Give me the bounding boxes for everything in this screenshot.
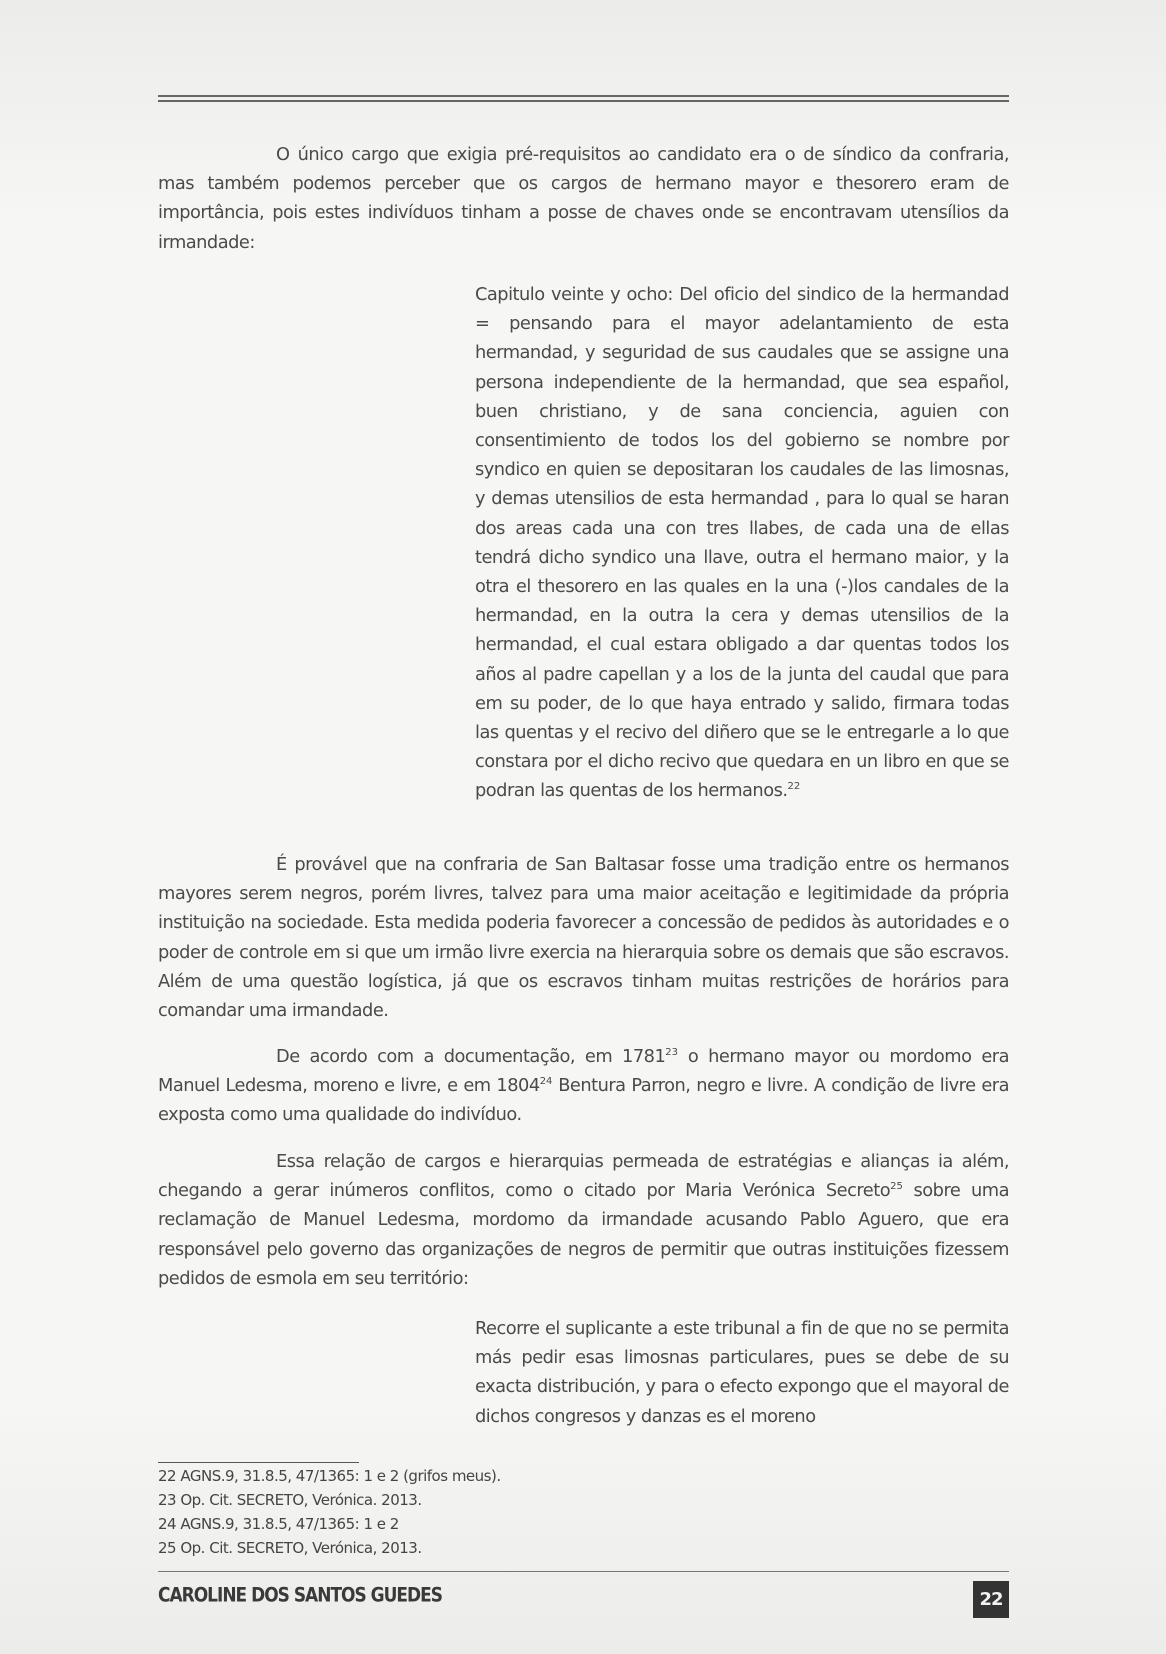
paragraph-2 (158, 850, 1009, 1025)
paragraph-3-text-b: o hermano mayor ou mordomo era Manuel Ledesma, moreno e livre, e em 1804 (158, 1046, 1009, 1097)
footer-author: CAROLINE DOS SANTOS GUEDES (158, 1584, 442, 1607)
header-rule-bottom (158, 100, 1009, 102)
block-quote-1-text: Capitulo veinte y ocho: Del oficio del sindico de la hermandad = pensando para el mayor adelantamiento de esta hermandad, y seguridad de sus caudales que se assigne una persona independiente de la hermandad, que sea español, buen christiano, y de sana conciencia, aguien con consentimiento de todos los del gobierno se nombre por syndico en quien se depositaran los caudales de las limosnas, y demas utensilios de esta hermandad , para lo qual se haran dos areas cada una con tres llabes, de cada una de ellas tendrá dicho syndico una llave, outra el hermano maior, y la otra el thesorero en las quales en la una (-)los candales de la hermandad, en la outra la cera y demas utensilios de la hermandad, el cual estara obligado a dar quentas todos los años al padre capellan y a los de la junta del caudal que para em su poder, de lo que haya entrado y salido, firmara todas las quentas y el recivo del diñero que se le entregarle a lo que constara por el dicho recivo que quedara en un libro en que se podran las quentas de los hermanos. (475, 284, 1009, 802)
footnote-ref-23[interactable]: 23 (665, 1047, 679, 1058)
block-quote-2-text: Recorre el suplicante a este tribunal a fin de que no se permita más pedir esas limosnas particulares, pues se debe de su exacta distribución, y para o efecto expongo que el mayoral de dichos congresos y danzas es el moreno (475, 1318, 1009, 1427)
page-number: 22 (973, 1581, 1009, 1618)
paragraph-3-text-c: Bentura Parron, negro e livre. A condição de livre era exposta como uma qualidade do indivíduo. (158, 1075, 1009, 1126)
footnote-ref-24[interactable]: 24 (539, 1076, 553, 1088)
footnote-25: 25 Op. Cit. SECRETO, Verónica, 2013. (158, 1539, 422, 1557)
footnote-ref-25[interactable]: 25 (890, 1181, 903, 1193)
paragraph-1-text: O único cargo que exigia pré-requisitos ao candidato era o de síndico da confraria, mas também podemos perceber que os cargos de hermano mayor e thesorero eram de importância, pois estes indivíduos tinham a posse de chaves onde se encontravam utensílios da irmandade: (158, 144, 1009, 253)
footnote-ref-22[interactable]: 22 (787, 781, 801, 793)
footnote-separator (158, 1462, 359, 1463)
paragraph-4-text-a: Essa relação de cargos e hierarquias permeada de estratégias e alianças ia além, chegando a gerar inúmeros conflitos, como o citado por Maria Verónica Secreto (158, 1151, 1009, 1202)
paragraph-3 (158, 1042, 1009, 1130)
paragraph-1 (158, 140, 1009, 257)
paragraph-2-text: É provável que na confraria de San Baltasar fosse uma tradição entre os hermanos mayores serem negros, porém livres, talvez para uma maior aceitação e legitimidade da própria instituição na sociedade. Esta medida poderia favorecer a concessão de pedidos às autoridades e o poder de controle em si que um irmão livre exercia na hierarquia sobre os demais que são escravos. Além de uma questão logística, já que os escravos tinham muitas restrições de horários para comandar uma irmandade. (158, 854, 1009, 1022)
footer-rule (158, 1571, 1009, 1572)
paragraph-4-text-b: sobre uma reclamação de Manuel Ledesma, mordomo da irmandade acusando Pablo Aguero, que era responsável pelo governo das organizações de negros de permitir que outras instituições fizessem pedidos de esmola em seu território: (158, 1180, 1009, 1289)
block-quote-1 (475, 280, 1009, 806)
paragraph-3-text-a: De acordo com a documentação, em 1781 (276, 1046, 666, 1067)
footnote-24: 24 AGNS.9, 31.8.5, 47/1365: 1 e 2 (158, 1515, 399, 1533)
footnote-23: 23 Op. Cit. SECRETO, Verónica. 2013. (158, 1491, 422, 1509)
block-quote-2 (475, 1314, 1009, 1431)
footnote-22: 22 AGNS.9, 31.8.5, 47/1365: 1 e 2 (grifos meus). (158, 1467, 501, 1485)
header-rule-top (158, 95, 1009, 97)
paragraph-4 (158, 1147, 1009, 1293)
